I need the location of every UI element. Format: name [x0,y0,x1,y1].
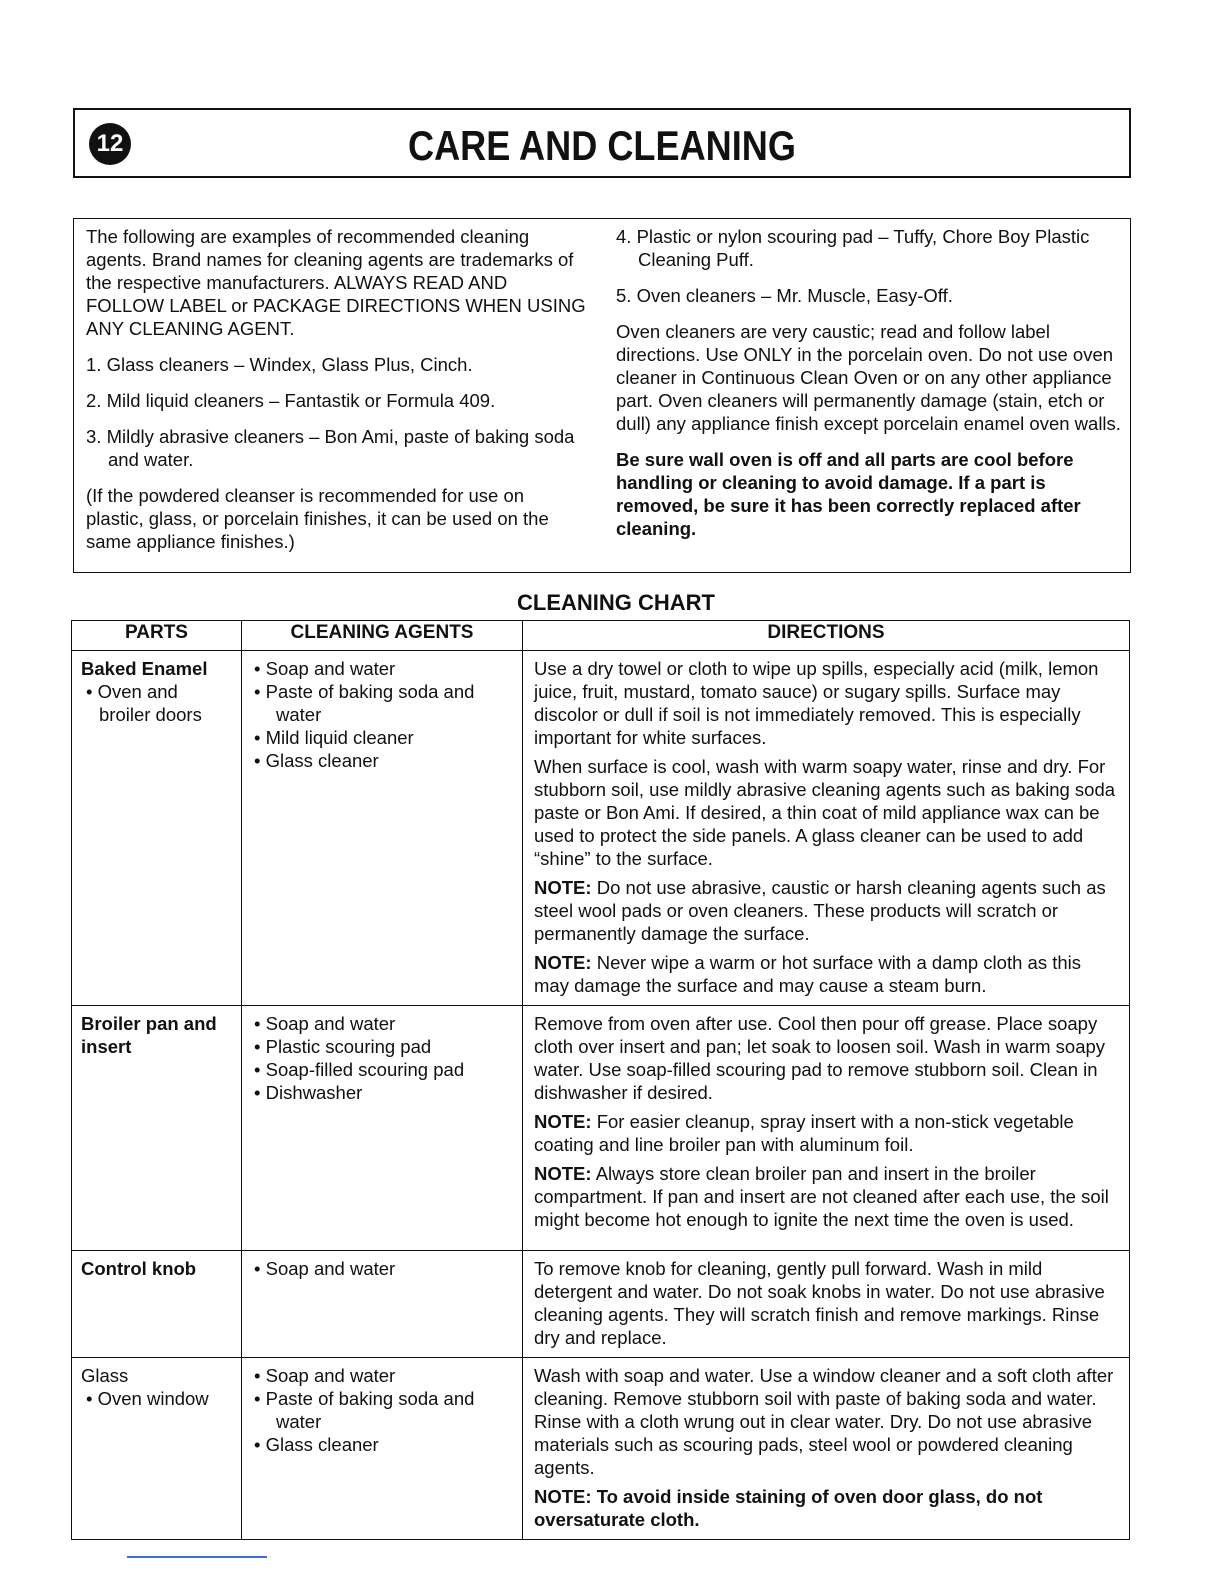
safety-warning: Be sure wall oven is off and all parts are cool before handling or cleaning to avoid damage. If a part is removed, be sure it has been correctly replaced after cleaning. [616,449,1081,539]
divider [127,1556,267,1558]
note-text: Always store clean broiler pan and insert in the broiler compartment. If pan and insert are not cleaned after each use, the soil might become hot enough to ignite the next time the oven is used. [534,1163,1109,1230]
cleaning-agents-intro [73,218,1131,573]
part-cell [72,1358,242,1540]
part-name: Baked Enamel [81,658,208,679]
note-label: NOTE: [534,1111,592,1132]
part-name: Glass [81,1365,129,1386]
agent-item: • Plastic scouring pad [254,1036,432,1057]
part-cell [72,651,242,1006]
table-row [72,651,1130,1006]
column-header-parts: PARTS [72,621,242,651]
agent-item: • Soap and water [254,1013,396,1034]
agent-list-item: 3. Mildly abrasive cleaners – Bon Ami, paste of baking soda and water. [86,426,575,470]
direction-paragraph: Use a dry towel or cloth to wipe up spills, especially acid (milk, lemon juice, fruit, mustard, tomato sauce) or sugary spills. Surface may discolor or dull if soil is not immediately removed. This is especially important for white surfaces. [534,658,1099,748]
note-text: Never wipe a warm or hot surface with a damp cloth as this may damage the surface and may cause a steam burn. [534,952,1081,996]
note-paragraph [534,1162,1121,1231]
agent-item: • Paste of baking soda and water [254,681,475,725]
agent-item: • Glass cleaner [254,750,379,771]
note-paragraph [534,1110,1121,1156]
intro-right-column [616,225,1124,553]
direction-paragraph: Wash with soap and water. Use a window cleaner and a soft cloth after cleaning. Remove stubborn soil with paste of baking soda and water. Rinse with a cloth wrung out in clear water. Dry. Do not use abrasive materials such as scouring pads, steel wool or powdered cleaning agents. [534,1365,1114,1478]
column-header-directions: DIRECTIONS [523,621,1130,651]
agents-cell [242,1358,523,1540]
agent-item: • Mild liquid cleaner [254,727,414,748]
chart-title: CLEANING CHART [517,590,715,615]
directions-cell [523,1358,1130,1540]
agent-item: • Soap-filled scouring pad [254,1059,465,1080]
agent-item: • Soap and water [254,1258,396,1279]
part-name: Control knob [81,1258,197,1279]
table-header-row [72,621,1130,651]
agents-cell [242,651,523,1006]
intro-left-column [86,225,586,566]
cleaning-chart-table [71,620,1130,1540]
agent-item: • Glass cleaner [254,1434,379,1455]
directions-cell [523,1006,1130,1251]
section-number-badge: 12 [89,123,131,165]
note-text: For easier cleanup, spray insert with a non-stick vegetable coating and line broiler pan with aluminum foil. [534,1111,1074,1155]
note-text: Do not use abrasive, caustic or harsh cleaning agents such as steel wool pads or oven cleaners. These products will scratch or permanently damage the surface. [534,877,1106,944]
part-cell [72,1006,242,1251]
part-subitem: • Oven and broiler doors [86,681,202,725]
column-header-cleaning-agents: CLEANING AGENTS [242,621,523,651]
directions-cell [523,1251,1130,1358]
part-name: Broiler pan and insert [81,1013,217,1057]
direction-paragraph: When surface is cool, wash with warm soapy water, rinse and dry. For stubborn soil, use mildly abrasive cleaning agents such as baking soda paste or Bon Ami. If desired, a thin coat of mild appliance wax can be used to protect the side panels. A glass cleaner can be used to add “shine” to the surface. [534,756,1116,869]
intro-paragraph: The following are examples of recommended cleaning agents. Brand names for cleaning agents are trademarks of the respective manufacturers. ALWAYS READ AND FOLLOW LABEL or PACKAGE DIRECTIONS WHEN USING ANY CLEANING AGENT. [86,226,586,339]
note-label: NOTE: [534,877,592,898]
agent-item: • Soap and water [254,1365,396,1386]
table-row [72,1358,1130,1540]
direction-paragraph: To remove knob for cleaning, gently pull forward. Wash in mild detergent and water. Do not soak knobs in water. Do not use abrasive cleaning agents. They will scratch finish and remove markings. Rinse dry and replace. [534,1258,1105,1348]
agent-item: • Soap and water [254,658,396,679]
agent-list-item: 5. Oven cleaners – Mr. Muscle, Easy-Off. [616,285,953,306]
part-cell [72,1251,242,1358]
direction-paragraph: Remove from oven after use. Cool then pour off grease. Place soapy cloth over insert and pan; let soak to loosen soil. Wash in warm soapy water. Use soap-filled scouring pad to remove stubborn soil. Clean in dishwasher if desired. [534,1013,1106,1103]
agent-item: • Dishwasher [254,1082,363,1103]
oven-cleaner-caution: Oven cleaners are very caustic; read and follow label directions. Use ONLY in the porcelain oven. Do not use oven cleaner in Continuous Clean Oven or on any other appliance part. Oven cleaners will permanently damage (stain, etch or dull) any appliance finish except porcelain enamel oven walls. [616,321,1121,434]
agent-item: • Paste of baking soda and water [254,1388,475,1432]
part-subitem: • Oven window [86,1388,209,1409]
note-paragraph [534,951,1121,997]
note-label: NOTE: [534,952,592,973]
powdered-cleanser-note: (If the powdered cleanser is recommended for use on plastic, glass, or porcelain finishes, it can be used on the same appliance finishes.) [86,485,549,552]
agent-list-item: 1. Glass cleaners – Windex, Glass Plus, Cinch. [86,354,473,375]
directions-cell [523,651,1130,1006]
bold-note-paragraph: NOTE: To avoid inside staining of oven door glass, do not oversaturate cloth. [534,1486,1043,1530]
agent-list-item: 4. Plastic or nylon scouring pad – Tuffy, Chore Boy Plastic Cleaning Puff. [616,226,1090,270]
section-header [73,108,1131,178]
agent-list-item: 2. Mild liquid cleaners – Fantastik or Formula 409. [86,390,496,411]
note-label: NOTE: [534,1163,592,1184]
table-row [72,1251,1130,1358]
page-title: CARE AND CLEANING [408,122,796,169]
agents-cell [242,1006,523,1251]
agents-cell [242,1251,523,1358]
table-row [72,1006,1130,1251]
note-paragraph [534,876,1121,945]
